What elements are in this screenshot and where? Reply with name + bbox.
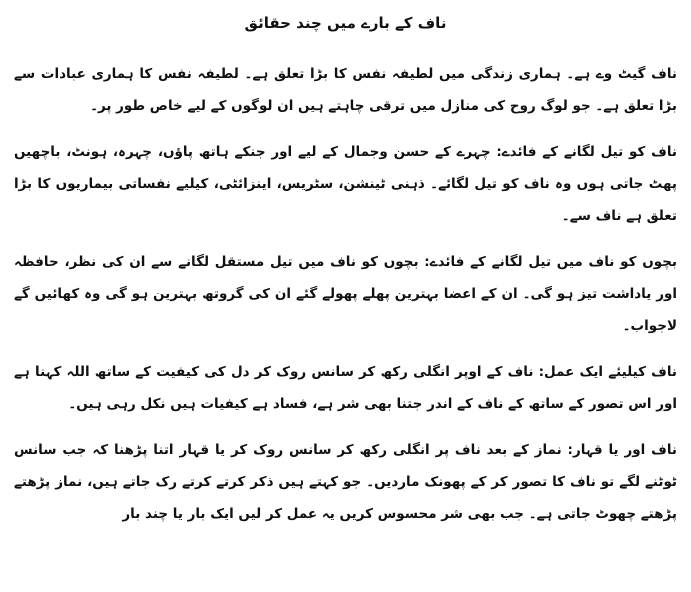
- paragraph-nafs: ناف گیٹ وے ہے۔ ہماری زندگی میں لطیفہ نفس کا بڑا تعلق ہے۔ لطیفہ نفس کا ہماری عبادات سے بڑا تعلق ہے۔ جو لوگ روح کی منازل میں ترقی چاہتے ہیں ان لوگوں کے لیے خاص طور پر۔: [14, 66, 677, 114]
- paragraph-navel-practice: ناف کیلیئے ایک عمل: ناف کے اوپر انگلی رکھ کر سانس روک کر دل کی کیفیت کے ساتھ اللہ کہنا ہے اور اس تصور کے ساتھ کے ناف کے اندر جتنا بھی شر ہے، فساد ہے کیفیات ہیں نکل رہی ہیں۔: [14, 364, 677, 412]
- paragraph-children-oil: بچوں کو ناف میں تیل لگانے کے فائدے: بچوں کو ناف میں تیل مستقل لگانے سے ان کی نظر، حافظہ اور یاداشت تیز ہو گی۔ ان کے اعضا بہترین پھلے پھولے گئے ان کی گروتھ بہترین ہو گی وہ کھائیں گے لاجواب۔: [14, 254, 677, 334]
- document-title: ناف کے بارے میں چند حقائق: [244, 14, 447, 32]
- paragraph-oil-benefits: ناف کو تیل لگانے کے فائدے: چہرے کے حسن وجمال کے لیے اور جنکے ہاتھ پاؤں، چہرہ، ہونٹ، باچھیں پھٹ جاتی ہوں وہ ناف کو تیل لگائے۔ ذہنی ٹینشن، سٹریس، اینزائٹی، کیلیے نفساتی بیماریوں کا بڑا تعلق ہے ناف سے۔: [14, 144, 677, 224]
- paragraph-ya-qahhar: ناف اور یا قہار: نماز کے بعد ناف پر انگلی رکھ کر سانس روک کر یا قہار اتنا پڑھنا کہ جب سانس ٹوٹنے لگے تو ناف کا تصور کر کے پھونک ماردیں۔ جو کہتے ہیں ذکر کرتے کرتے رک جاتے ہیں، نماز پڑھتے پڑھتے چھوٹ جاتی ہے۔ جب بھی شر محسوس کریں یہ عمل کر لیں ایک بار یا چند بار: [14, 442, 677, 522]
